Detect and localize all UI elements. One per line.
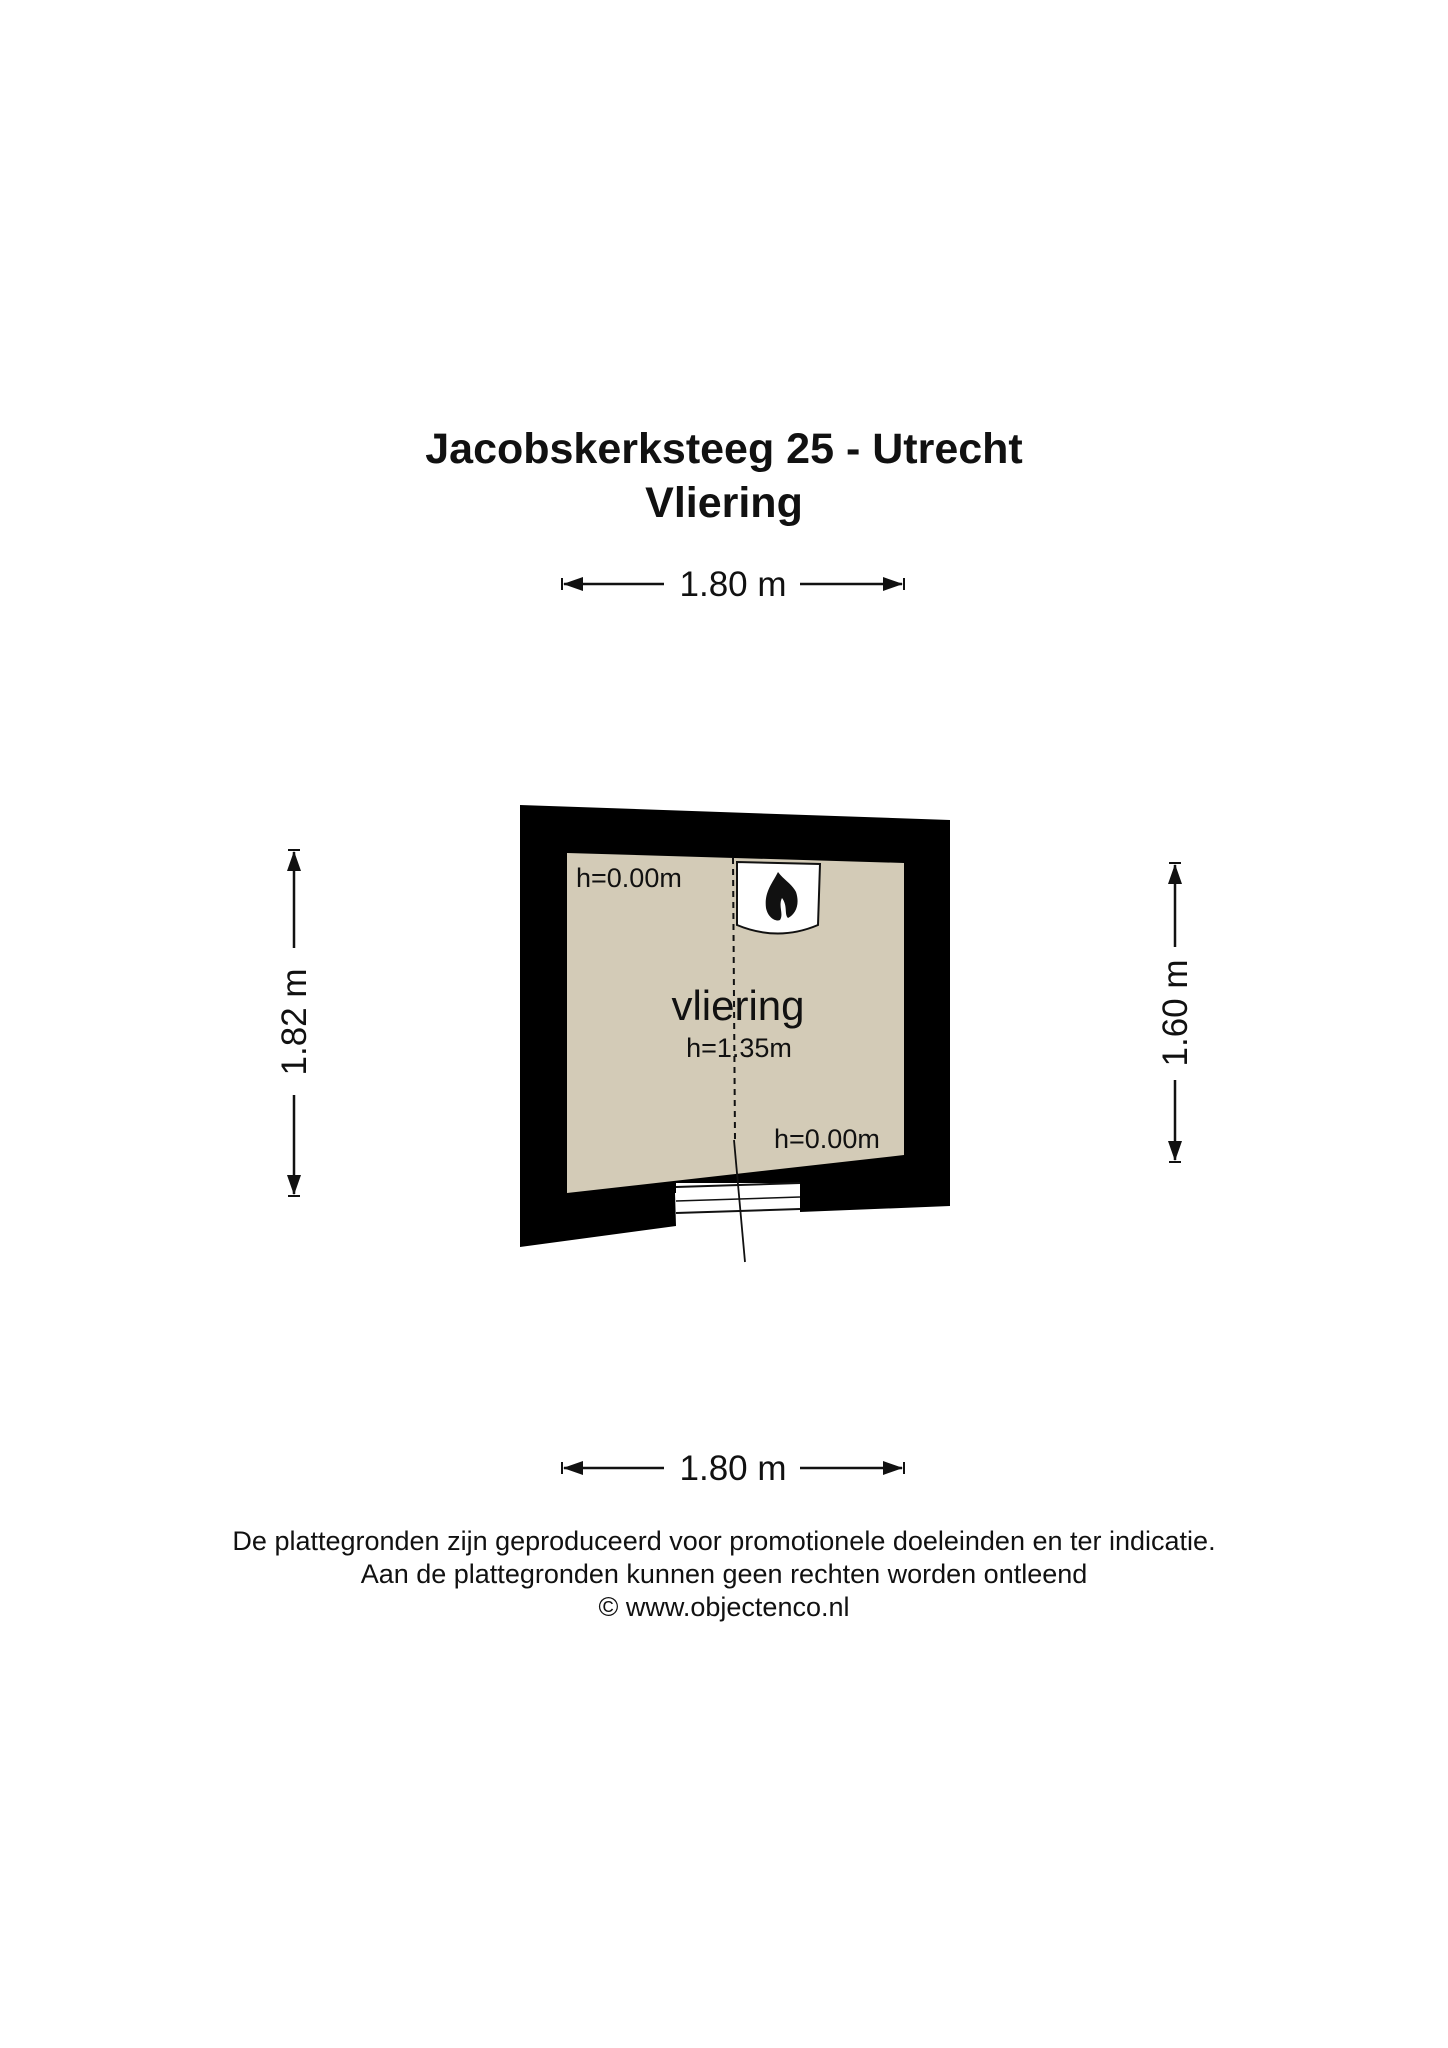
dimension-bottom-label: 1.80 m — [679, 1449, 787, 1488]
disclaimer-line-2: Aan de plattegronden kunnen geen rechten worden ontleend — [360, 1559, 1088, 1589]
room-label: vliering — [671, 982, 805, 1029]
dimension-top — [562, 565, 904, 604]
room-height: h=1.35m — [686, 1033, 792, 1063]
dimension-right — [1156, 863, 1195, 1162]
dimension-left-label: 1.82 m — [275, 968, 314, 1076]
height-label-top: h=0.00m — [576, 863, 682, 893]
height-label-bottom: h=0.00m — [774, 1124, 880, 1154]
heater-symbol — [737, 862, 820, 934]
floor-title: Vliering — [645, 479, 803, 527]
dimension-right-label: 1.60 m — [1156, 959, 1195, 1067]
disclaimer-line-1: De plattegronden zijn geproduceerd voor promotionele doeleinden en ter indicatie. — [232, 1526, 1216, 1556]
dimension-top-label: 1.80 m — [679, 565, 787, 604]
page-title: Jacobskerksteeg 25 - Utrecht — [425, 425, 1023, 473]
dimension-bottom — [562, 1449, 904, 1488]
copyright-link[interactable]: © www.objectenco.nl — [598, 1592, 850, 1622]
dimension-left — [275, 850, 314, 1196]
